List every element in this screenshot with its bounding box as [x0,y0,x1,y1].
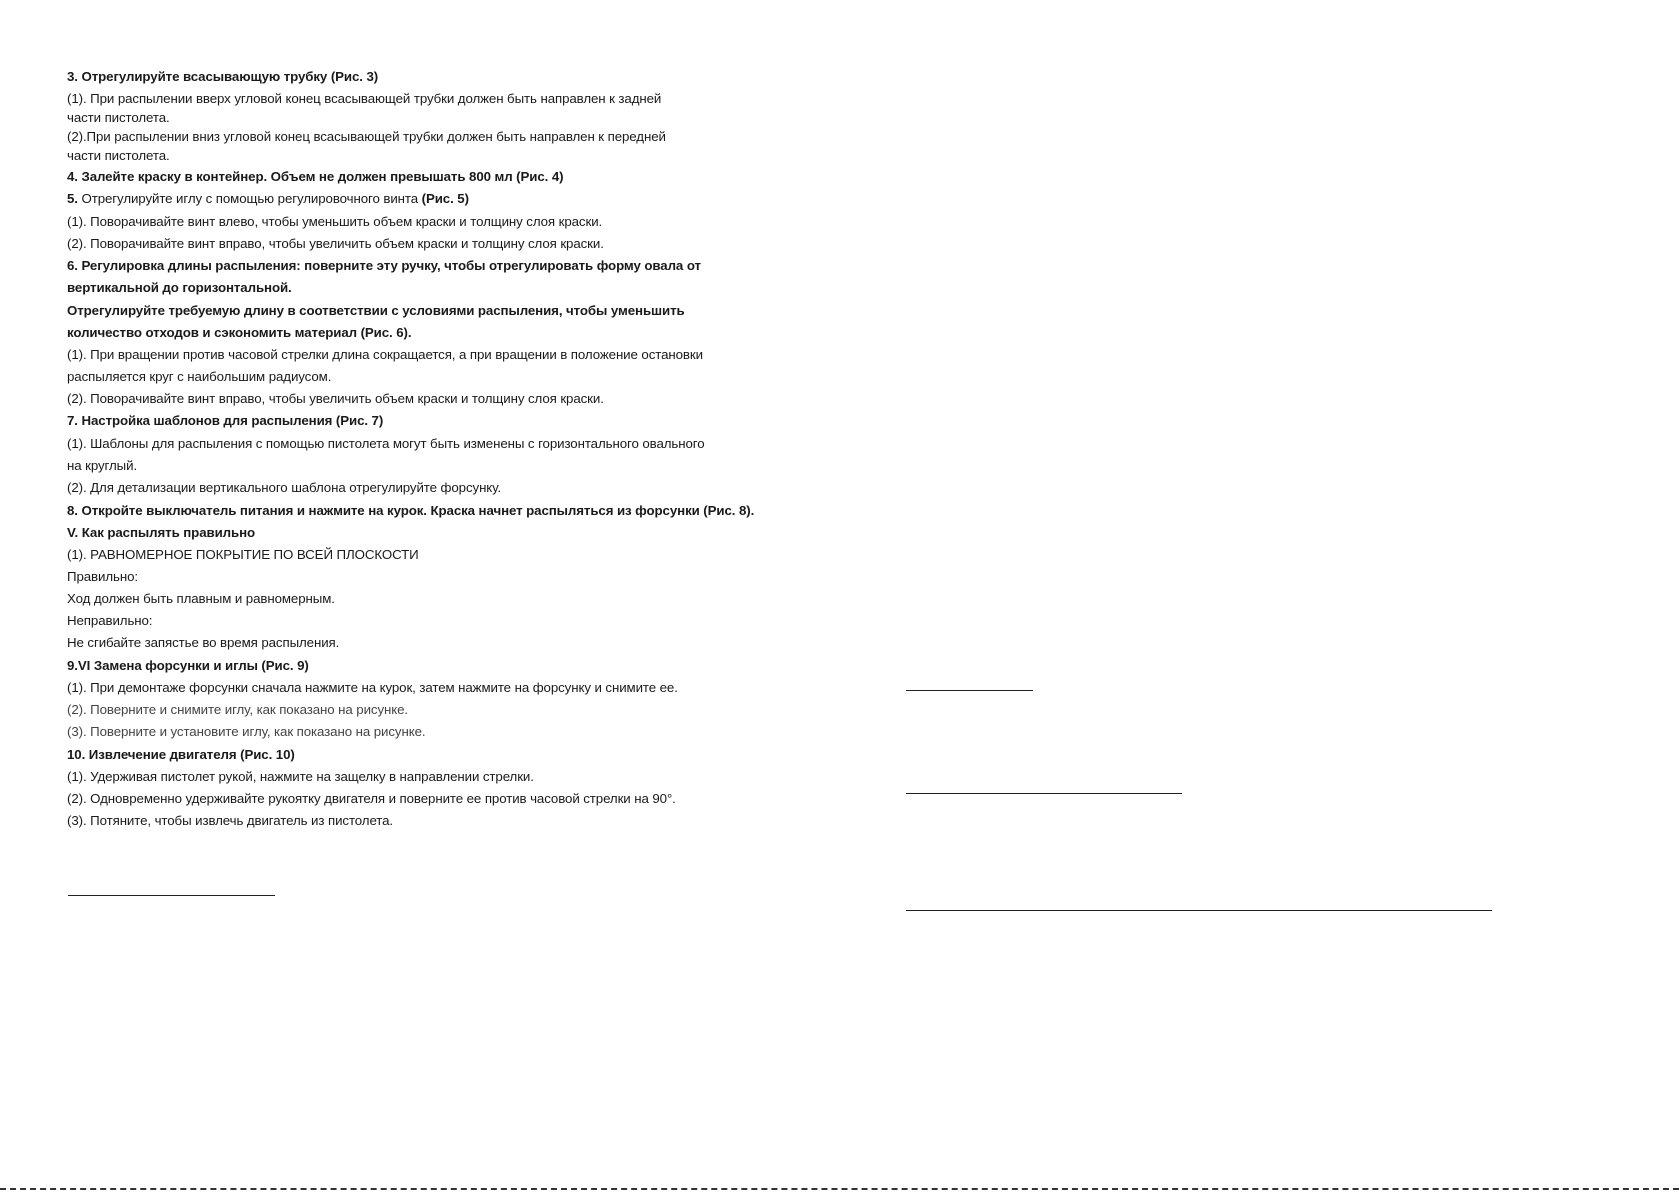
text-line [67,368,331,385]
text-segment: (2). Поверните и снимите иглу, как показано на рисунке. [67,702,409,717]
text-line [67,190,469,207]
text-line [67,90,661,107]
text-segment: Ход должен быть плавным и равномерным. [67,591,335,606]
left-footnote-rule [68,895,275,896]
bold-text-segment: 3. Отрегулируйте всасывающую трубку (Рис. 3) [67,69,379,84]
text-segment: на круглый. [67,458,138,473]
right-short-rule [906,690,1033,691]
bold-text-segment: 7. Настройка шаблонов для распыления (Рис. 7) [67,413,384,428]
bold-text-segment: количество отходов и сэкономить материал (Рис. 6). [67,325,412,340]
text-line [67,746,295,763]
text-segment: (3). Поверните и установите иглу, как показано на рисунке. [67,724,426,739]
text-line [67,435,705,452]
text-line [67,324,411,341]
text-line [67,346,703,363]
bold-text-segment: (Рис. 5) [421,191,469,206]
text-line [67,790,676,807]
text-segment: (2). Поворачивайте винт вправо, чтобы увеличить объем краски и толщину слоя краски. [67,236,604,251]
text-line [67,257,701,274]
text-line [67,68,378,85]
text-line [67,568,138,585]
text-line [67,168,563,185]
text-segment: (1). При вращении против часовой стрелки длина сокращается, а при вращении в положение остановки [67,347,703,362]
text-line [67,479,501,496]
text-line [67,235,604,252]
bold-text-segment: 8. Откройте выключатель питания и нажмите на курок. Краска начнет распыляться из форсунки (Рис. 8). [67,503,755,518]
text-line [67,679,678,696]
text-line [67,302,685,319]
text-segment: Неправильно: [67,613,153,628]
text-segment: части пистолета. [67,148,170,163]
text-segment: (1). Поворачивайте винт влево, чтобы уменьшить объем краски и толщину слоя краски. [67,214,603,229]
text-segment: (2). Поворачивайте винт вправо, чтобы увеличить объем краски и толщину слоя краски. [67,391,604,406]
text-segment: части пистолета. [67,110,170,125]
page-bottom-dashed-edge [0,1188,1679,1190]
text-segment: (2). Одновременно удерживайте рукоятку двигателя и поверните ее против часовой стрелки на 90°. [67,791,676,806]
text-line [67,701,408,718]
text-segment: Правильно: [67,569,138,584]
text-line [67,412,383,429]
text-line [67,657,309,674]
bold-text-segment: вертикальной до горизонтальной. [67,280,292,295]
text-segment: распыляется круг с наибольшим радиусом. [67,369,332,384]
text-line [67,612,152,629]
text-segment: (1). При распылении вверх угловой конец всасывающей трубки должен быть направлен к задней [67,91,662,106]
text-line [67,109,170,126]
bold-text-segment: Отрегулируйте требуемую длину в соответствии с условиями распыления, чтобы уменьшить [67,303,685,318]
right-long-rule [906,910,1492,911]
text-segment: (1). Шаблоны для распыления с помощью пистолета могут быть изменены с горизонтального овального [67,436,705,451]
text-line [67,768,534,785]
bold-text-segment: 9.VI Замена форсунки и иглы (Рис. 9) [67,658,309,673]
text-segment: (2).При распылении вниз угловой конец всасывающей трубки должен быть направлен к передней [67,129,666,144]
text-segment: (2). Для детализации вертикального шаблона отрегулируйте форсунку. [67,480,501,495]
text-line [67,213,602,230]
text-line [67,457,137,474]
text-line [67,634,339,651]
text-line [67,546,419,563]
text-line [67,812,393,829]
bold-text-segment: 6. Регулировка длины распыления: поверните эту ручку, чтобы отрегулировать форму овала от [67,258,701,273]
text-line [67,390,604,407]
text-line [67,279,292,296]
bold-text-segment: 10. Извлечение двигателя (Рис. 10) [67,747,295,762]
bold-text-segment: 4. Залейте краску в контейнер. Объем не должен превышать 800 мл (Рис. 4) [67,169,564,184]
text-line [67,590,335,607]
right-medium-rule [906,793,1182,794]
text-line [67,524,255,541]
bold-text-segment: V. Как распылять правильно [67,525,256,540]
text-segment: (1). Удерживая пистолет рукой, нажмите на защелку в направлении стрелки. [67,769,534,784]
text-segment: (1). При демонтаже форсунки сначала нажмите на курок, затем нажмите на форсунку и снимите ее. [67,680,678,695]
text-segment: Отрегулируйте иглу с помощью регулировочного винта [77,191,422,206]
bold-text-segment: 5. [67,191,78,206]
text-line [67,723,425,740]
text-segment: (1). РАВНОМЕРНОЕ ПОКРЫТИЕ ПО ВСЕЙ ПЛОСКОСТИ [67,547,419,562]
text-segment: (3). Потяните, чтобы извлечь двигатель из пистолета. [67,813,394,828]
text-line [67,128,666,145]
text-segment: Не сгибайте запястье во время распыления. [67,635,340,650]
text-line [67,147,170,164]
text-line [67,502,754,519]
